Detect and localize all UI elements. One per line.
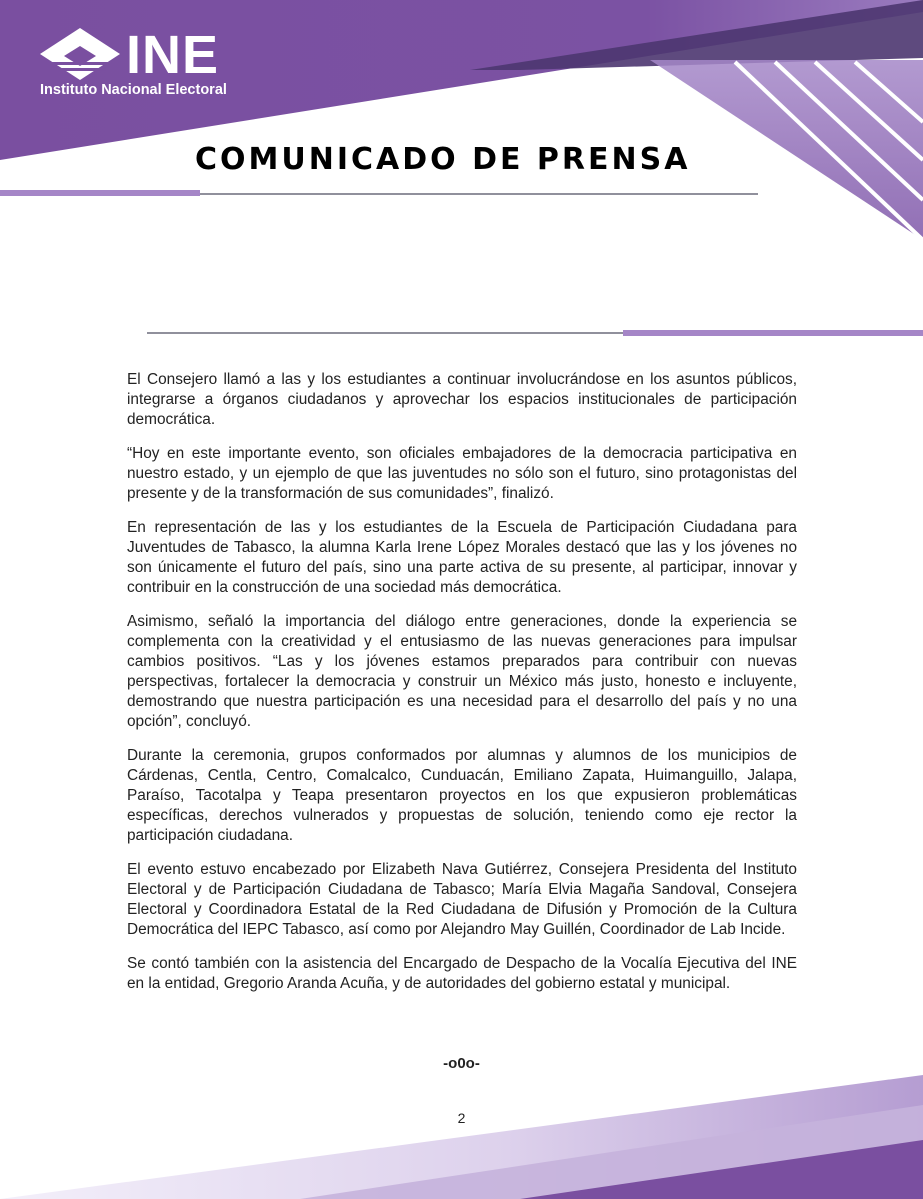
closing-mark: -o0o- [443,1055,480,1072]
section-divider-accent [623,330,923,336]
body-paragraph: Durante la ceremonia, grupos conformados por alumnas y alumnos de los municipios de Cárdenas, Centla, Centro, Comalcalco, Cunduacán, Emiliano Zapata, Huimanguillo, Jalapa, Paraíso, Tacotalpa y Teapa presentaron proyectos en los que expusieron problemáticas específicas, derechos vulnerados y propuestas de solución, teniendo como eje rector la participación ciudadana. [127,747,797,844]
body-paragraph: El evento estuvo encabezado por Elizabeth Nava Gutiérrez, Consejera Presidenta del Instituto Electoral y de Participación Ciudadana de Tabasco; María Elvia Magaña Sandoval, Consejera Electoral y Coordinadora Estatal de la Red Ciudadana de Difusión y Promoción de la Cultura Democrática del IEPC Tabasco, así como por Alejandro May Guillén, Coordinador de Lab Incide. [127,861,797,938]
ine-logo-mark [40,28,120,80]
body-paragraph: Asimismo, señaló la importancia del diálogo entre generaciones, donde la experiencia se complementa con la creatividad y el entusiasmo de las nuevas generaciones para impulsar cambios positivos. “Las y los jóvenes estamos preparados para contribuir con nuevas perspectivas, fortalecer la democracia y construir un México más justo, honesto e incluyente, demostrando que nuestra participación es una necesidad para el desarrollo del país y no una opción”, concluyó. [127,613,797,730]
ine-logo-subtitle: Instituto Nacional Electoral [40,82,227,98]
page-title: COMUNICADO DE PRENSA [195,142,691,177]
body-paragraph: “Hoy en este importante evento, son oficiales embajadores de la democracia participativa en nuestro estado, y un ejemplo de que las juventudes no sólo son el futuro, sino protagonistas del presente y de la transformación de sus comunidades”, finalizó. [127,445,797,502]
body-paragraph: El Consejero llamó a las y los estudiantes a continuar involucrándose en los asuntos públicos, integrarse a órganos ciudadanos y aprovechar los espacios institucionales de participación democrática. [127,371,797,428]
page-number: 2 [457,1110,466,1126]
ine-logo-word: INE [126,25,220,85]
body-paragraph: En representación de las y los estudiantes de la Escuela de Participación Ciudadana para Juventudes de Tabasco, la alumna Karla Irene López Morales destacó que las y los jóvenes no son únicamente el futuro del país, sino una parte activa de su presente, al participar, innovar y contribuir en la construcción de una sociedad más democrática. [127,519,797,596]
title-underline-accent [0,190,200,196]
press-release-body [127,370,797,1008]
body-paragraph: Se contó también con la asistencia del Encargado de Despacho de la Vocalía Ejecutiva del INE en la entidad, Gregorio Aranda Acuña, y de autoridades del gobierno estatal y municipal. [127,955,797,992]
ine-logo [40,25,280,108]
